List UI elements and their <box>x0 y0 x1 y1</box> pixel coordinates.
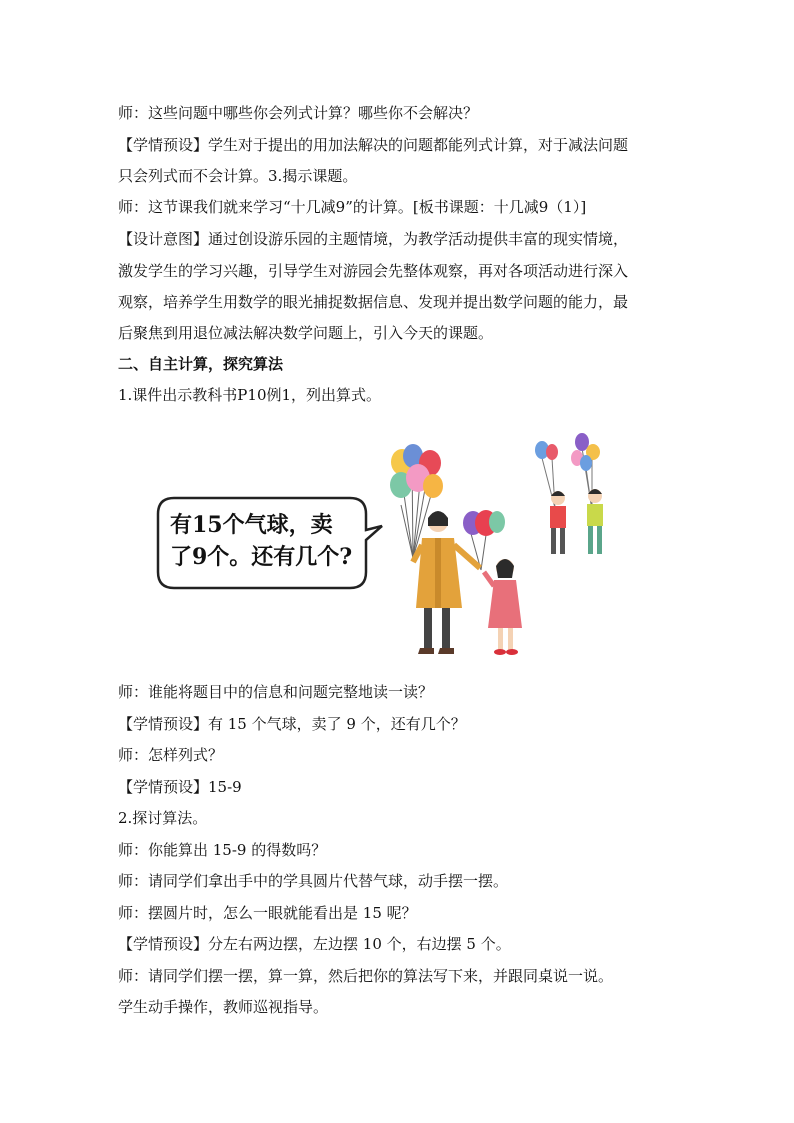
paragraph-line: 师：这些问题中哪些你会列式计算？哪些你不会解决？ <box>118 104 479 122</box>
paragraph-line: 【学情预设】分左右两边摆，左边摆 10 个，右边摆 5 个。 <box>118 935 511 953</box>
girl-figure <box>484 559 522 655</box>
bubble-text-line2: 了9个。还有几个? <box>170 544 353 570</box>
paragraph-line: 只会列式而不会计算。3.揭示课题。 <box>118 167 358 185</box>
paragraph-line: 2.探讨算法。 <box>118 809 208 827</box>
paragraph-line: 后聚焦到用退位减法解决数学问题上，引入今天的课题。 <box>118 324 494 342</box>
paragraph-line: 观察，培养学生用数学的眼光捕捉数据信息、发现并提出数学问题的能力，最 <box>118 293 629 311</box>
paragraph-line: 师：请同学们摆一摆，算一算，然后把你的算法写下来，并跟同桌说一说。 <box>118 967 614 985</box>
balloon-seller-illustration <box>150 430 530 665</box>
paragraph-line: 1.课件出示教科书P10例1，列出算式。 <box>118 386 382 404</box>
section-heading: 二、自主计算，探究算法 <box>118 355 284 373</box>
bubble-text-line1: 有15个气球，卖 <box>170 512 333 538</box>
children-illustration <box>530 430 620 560</box>
paragraph-line: 师：这节课我们就来学习“十几减9”的计算。[板书课题：十几减9（1）] <box>118 198 587 216</box>
paragraph-line: 【学情预设】有 15 个气球，卖了 9 个，还有几个？ <box>118 715 466 733</box>
paragraph-line: 【学情预设】学生对于提出的用加法解决的问题都能列式计算，对于减法问题 <box>118 136 629 154</box>
paragraph-line: 师：你能算出 15-9 的得数吗？ <box>118 841 327 859</box>
paragraph-line: 学生动手操作，教师巡视指导。 <box>118 998 329 1016</box>
paragraph-line: 师：请同学们拿出手中的学具圆片代替气球，动手摆一摆。 <box>118 872 509 890</box>
paragraph-line: 【设计意图】通过创设游乐园的主题情境，为教学活动提供丰富的现实情境， <box>118 230 629 248</box>
paragraph-line: 师：谁能将题目中的信息和问题完整地读一读？ <box>118 683 434 701</box>
paragraph-line: 激发学生的学习兴趣，引导学生对游园会先整体观察，再对各项活动进行深入 <box>118 262 629 280</box>
paragraph-line: 师：怎样列式？ <box>118 746 224 764</box>
balloon-bunch <box>390 444 443 498</box>
paragraph-line: 【学情预设】15-9 <box>118 778 242 796</box>
paragraph-line: 师：摆圆片时，怎么一眼就能看出是 15 呢？ <box>118 904 417 922</box>
